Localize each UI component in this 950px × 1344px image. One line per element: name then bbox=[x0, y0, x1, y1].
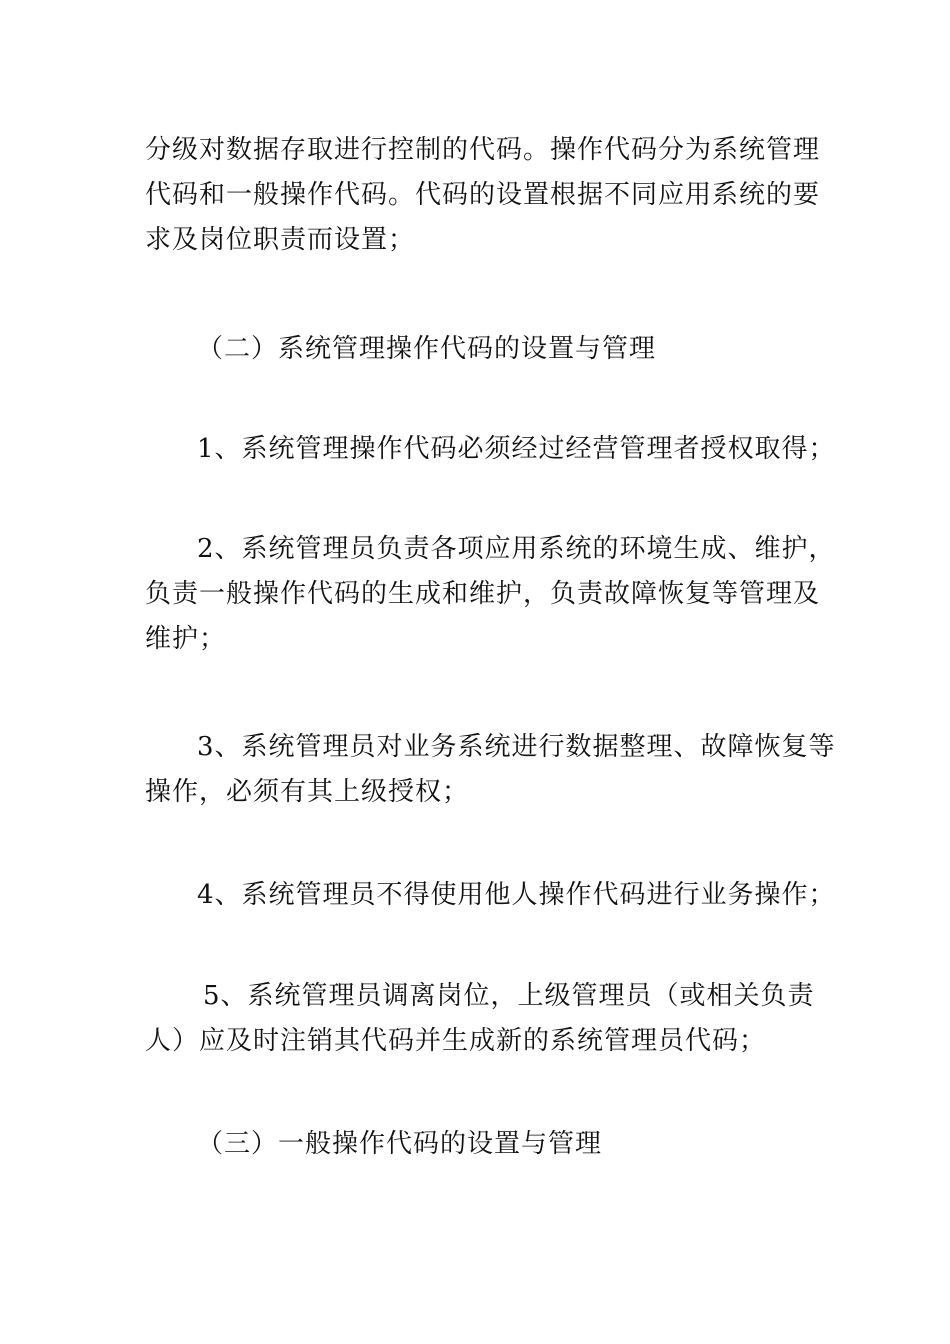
section-2-item-3 bbox=[145, 725, 836, 815]
section-3-heading: （三）一般操作代码的设置与管理 bbox=[197, 1129, 603, 1159]
text-line: 维护； bbox=[145, 624, 227, 654]
intro-paragraph bbox=[145, 128, 821, 263]
text-line: 5、系统管理员调离岗位，上级管理员（或相关负责 bbox=[203, 981, 815, 1011]
text-line: 4、系统管理员不得使用他人操作代码进行业务操作； bbox=[197, 880, 836, 910]
text-line: 代码和一般操作代码。代码的设置根据不同应用系统的要 bbox=[145, 180, 821, 210]
text-line: 3、系统管理员对业务系统进行数据整理、故障恢复等 bbox=[197, 732, 836, 762]
text-line: 操作，必须有其上级授权； bbox=[145, 777, 470, 807]
text-line: 1、系统管理操作代码必须经过经营管理者授权取得； bbox=[197, 434, 836, 464]
section-2-item-4 bbox=[145, 873, 836, 918]
text-line: 人）应及时注销其代码并生成新的系统管理员代码； bbox=[145, 1026, 767, 1056]
text-line: 2、系统管理员负责各项应用系统的环境生成、维护， bbox=[197, 534, 836, 564]
text-line: 分级对数据存取进行控制的代码。操作代码分为系统管理 bbox=[145, 135, 821, 165]
text-line: 负责一般操作代码的生成和维护，负责故障恢复等管理及 bbox=[145, 579, 821, 609]
section-2-item-2 bbox=[145, 527, 836, 662]
section-2-item-5 bbox=[145, 974, 815, 1064]
section-2-item-1 bbox=[145, 427, 836, 472]
text-line: 求及岗位职责而设置； bbox=[145, 225, 416, 255]
section-2-heading: （二）系统管理操作代码的设置与管理 bbox=[197, 334, 657, 364]
